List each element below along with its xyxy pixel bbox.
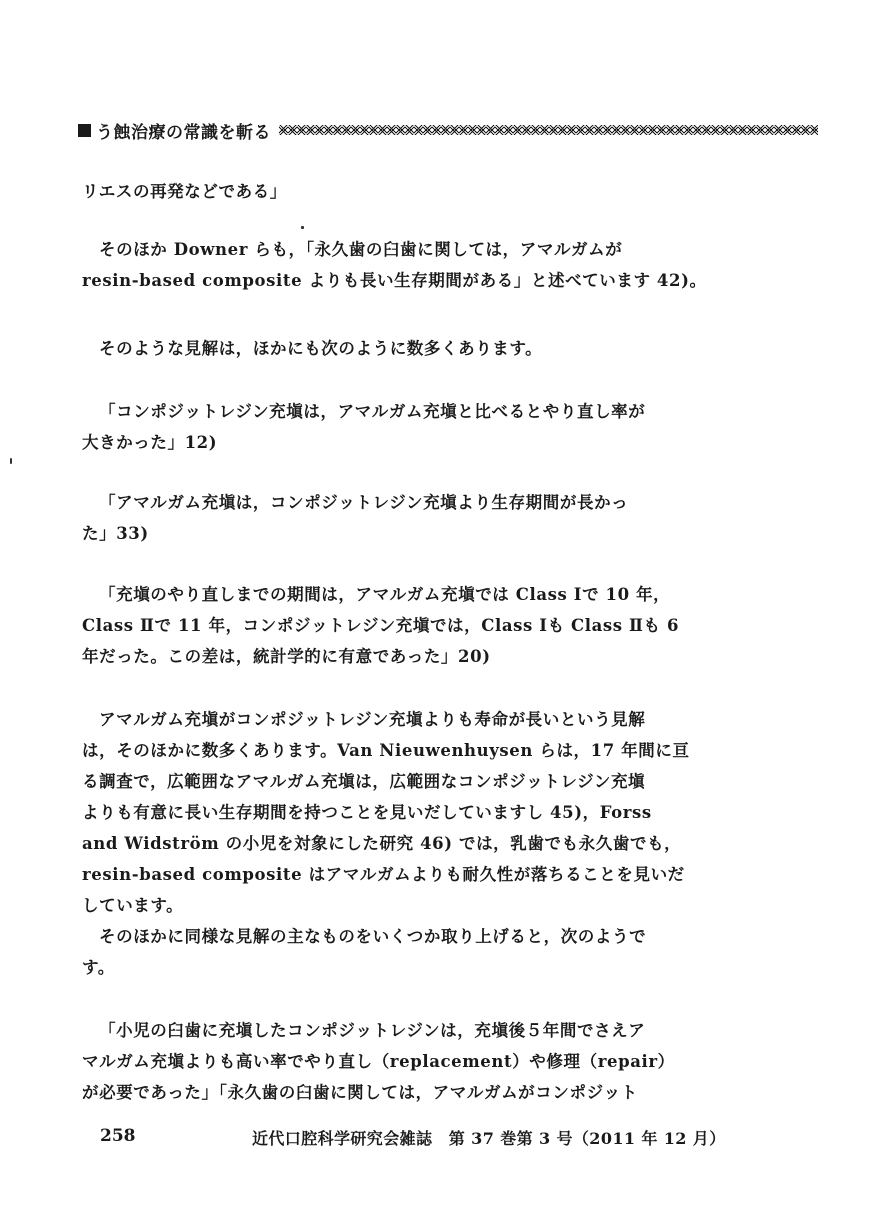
page-number: 258 [100, 1126, 136, 1146]
decorative-rule [279, 125, 818, 135]
text-line: す。 [82, 958, 115, 977]
black-square-icon [78, 124, 91, 137]
text-line: アマルガム充塡がコンポジットレジン充塡よりも寿命が長いという見解 [99, 710, 646, 729]
section-header [78, 118, 818, 142]
text-line: 「小児の臼歯に充塡したコンポジットレジンは，充塡後５年間でさえア [99, 1021, 646, 1040]
text-line: resin-based composite はアマルガムよりも耐久性が落ちることを見いだ [82, 865, 685, 884]
text-line: 「充塡のやり直しまでの期間は，アマルガム充塡では Class Ⅰで 10 年， [99, 585, 671, 604]
journal-citation: 近代口腔科学研究会雑誌 第 37 巻第 3 号（2011 年 12 月） [252, 1129, 726, 1148]
text-line: る調査で，広範囲なアマルガム充塡は，広範囲なコンポジットレジン充塡 [82, 772, 646, 791]
text-line: よりも有意に長い生存期間を持つことを見いだしていますし 45)，Forss [82, 803, 652, 822]
paragraph [82, 579, 680, 672]
text-line: 年だった。この差は，統計学的に有意であった」20) [82, 647, 491, 666]
paragraph [82, 396, 662, 458]
scan-speck [10, 458, 12, 464]
text-line: and Widström の小児を対象にした研究 46) では，乳歯でも永久歯でも， [82, 834, 682, 853]
text-line: そのほかに同様な見解の主なものをいくつか取り上げると，次のようで [99, 927, 647, 946]
section-title: う蝕治療の常識を斬る [96, 122, 271, 142]
text-line: 大きかった」12) [82, 433, 218, 452]
paragraph [82, 704, 690, 983]
paragraph [82, 333, 662, 364]
text-line: 「アマルガム充塡は，コンポジットレジン充塡より生存期間が長かっ [99, 493, 629, 512]
paragraph [82, 487, 662, 549]
text-line: マルガム充塡よりも高い率でやり直し（replacement）や修理（repair） [82, 1052, 675, 1071]
text-line: が必要であった」「永久歯の臼歯に関しては，アマルガムがコンポジット [82, 1083, 638, 1102]
text-line: た」33) [82, 524, 149, 543]
text-line: しています。 [82, 896, 184, 915]
paragraph [82, 1015, 675, 1108]
paragraph [82, 176, 662, 207]
scan-speck [301, 226, 304, 229]
text-line: Class Ⅱで 11 年，コンポジットレジン充塡では，Class Ⅰも Class Ⅱも 6 [82, 616, 680, 635]
text-line: resin-based composite よりも長い生存期間がある」と述べています 42)。 [82, 271, 707, 290]
text-line: は，そのほかに数多くあります。Van Nieuwenhuysen らは，17 年間に亘 [82, 741, 690, 760]
text-line: 「コンポジットレジン充塡は，アマルガム充塡と比べるとやり直し率が [99, 402, 646, 421]
text-line: そのような見解は，ほかにも次のように数多くあります。 [99, 339, 543, 358]
text-line: リエスの再発などである」 [82, 182, 287, 201]
paragraph [82, 234, 707, 296]
text-line: そのほか Downer らも，「永久歯の臼歯に関しては，アマルガムが [99, 240, 623, 259]
